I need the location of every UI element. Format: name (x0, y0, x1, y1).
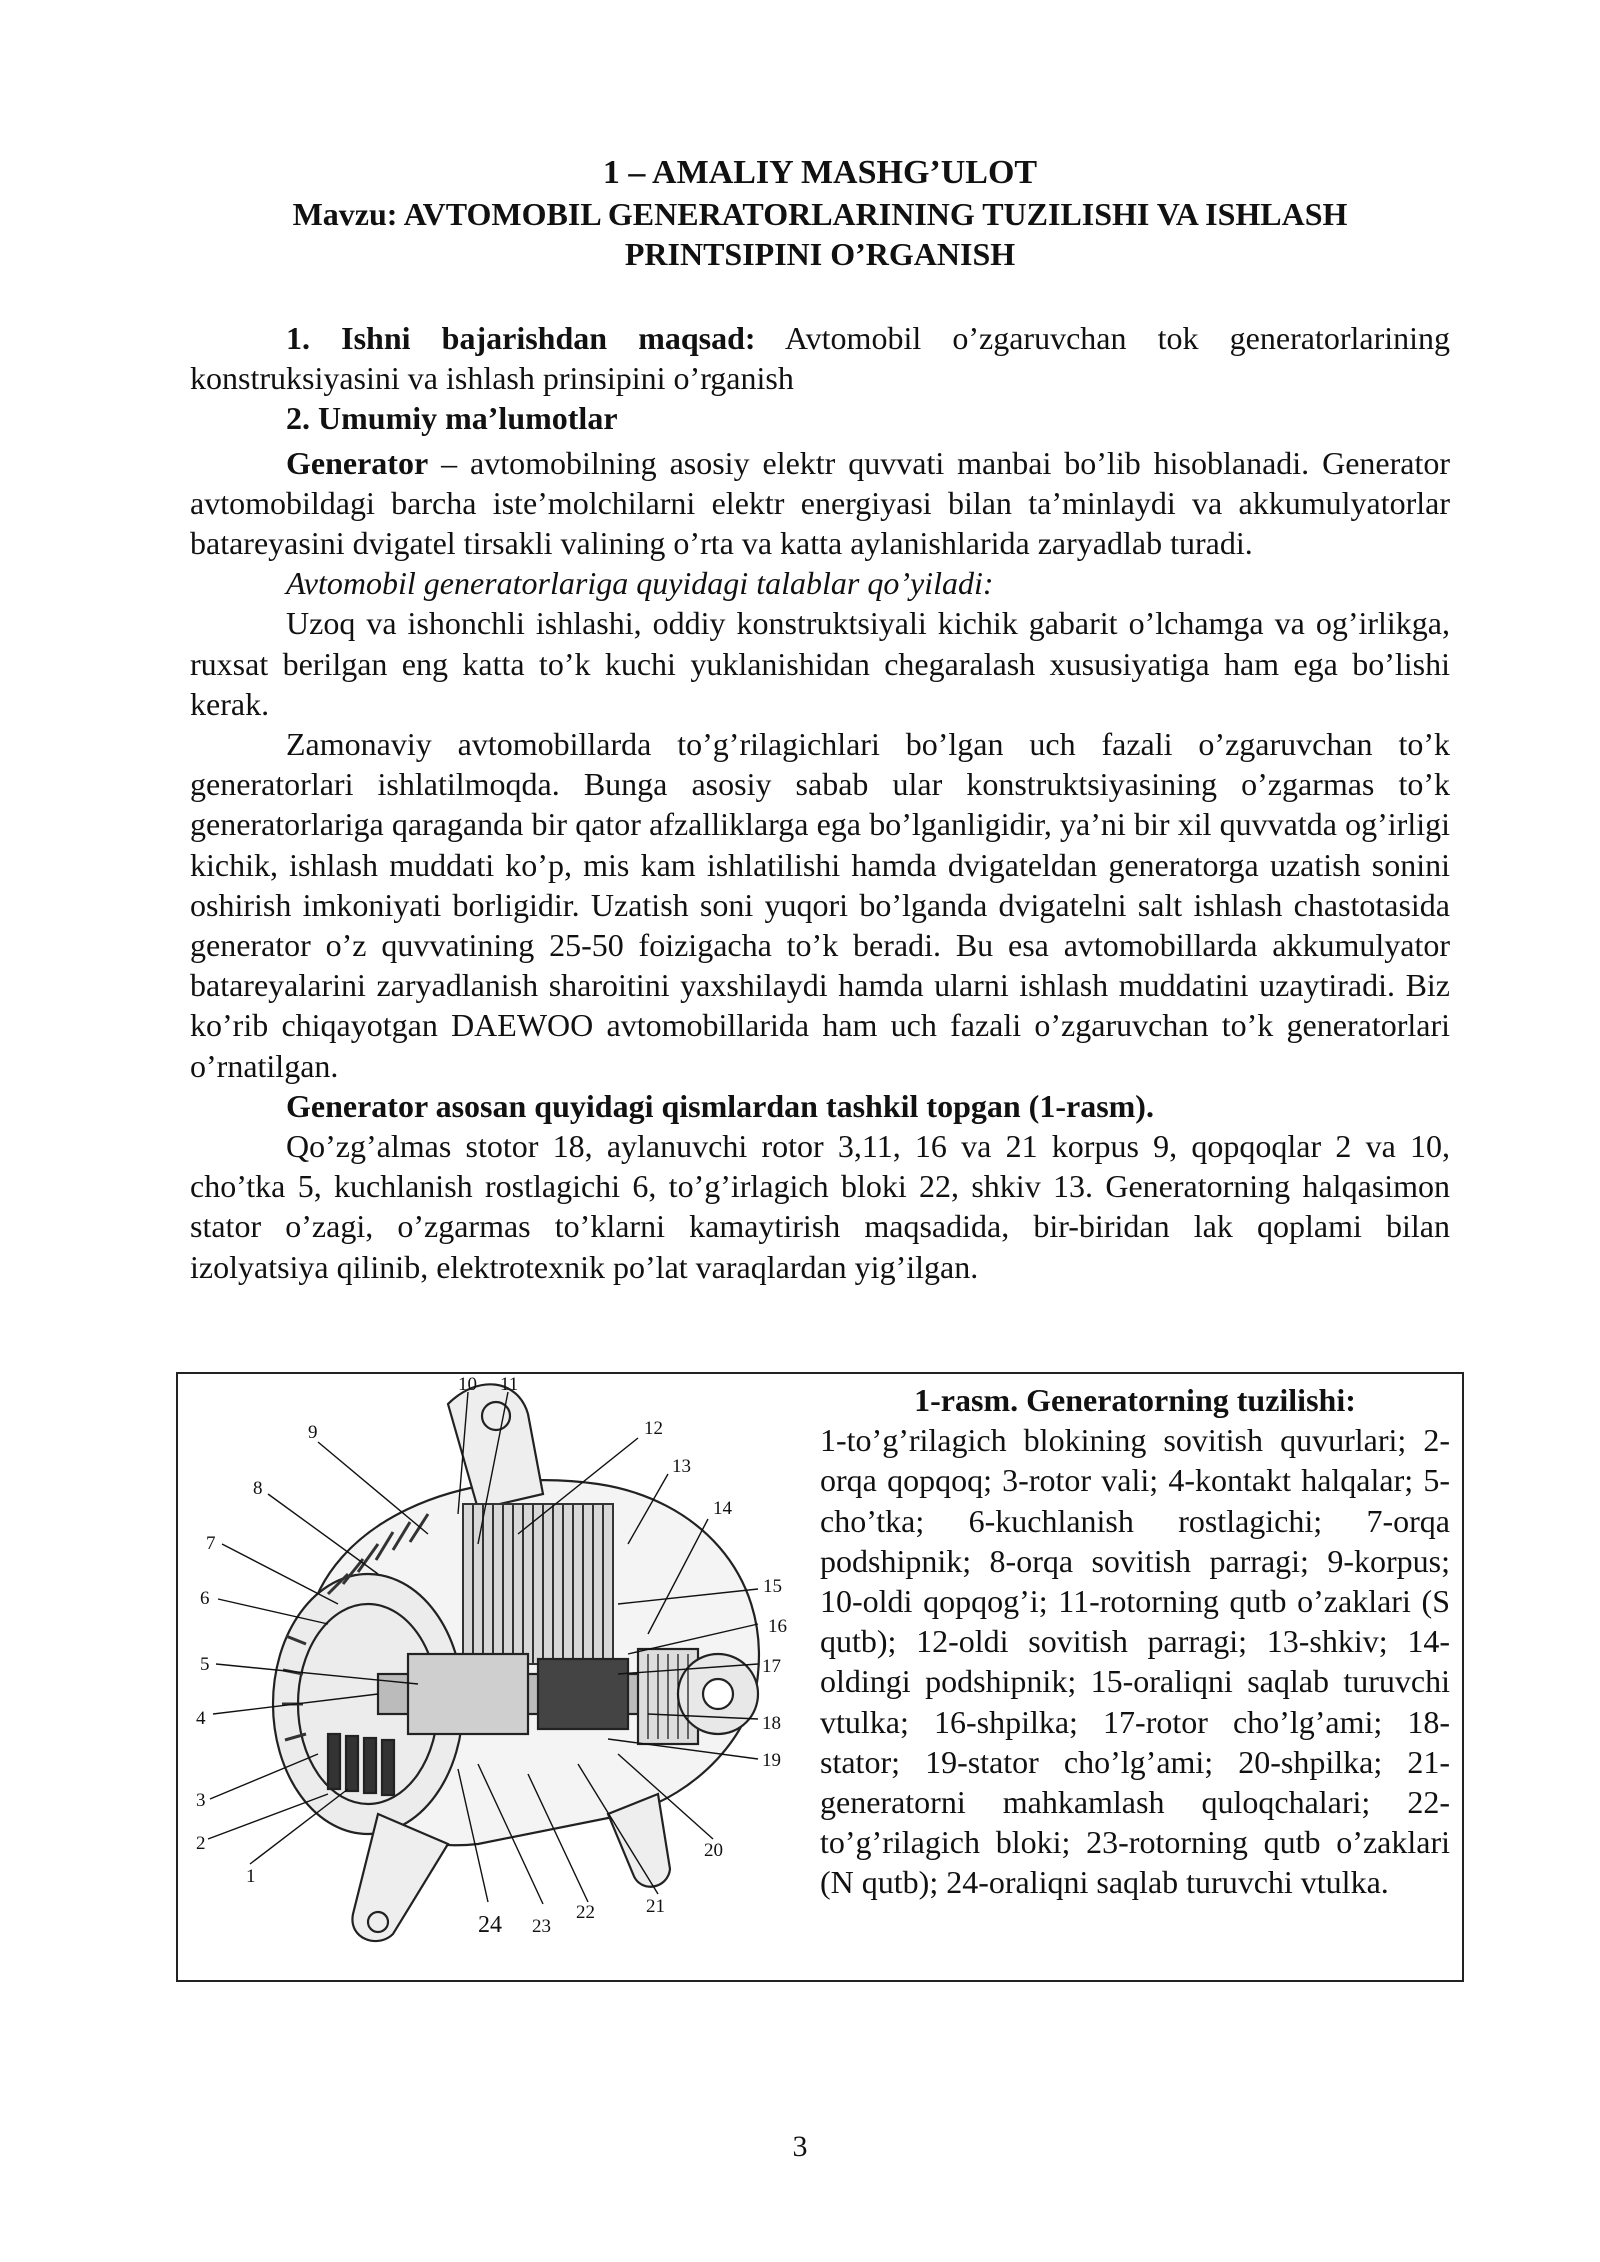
figure-caption (820, 1380, 1450, 1903)
figure-label-12: 12 (644, 1418, 663, 1439)
generator-text: – avtomobilning asosiy elektr quvvati manbai bo’lib hisoblanadi. Generator avtomobildagi barcha iste’molchilarni elektr energiyasi bilan ta’minlaydi va akkumulyatorlar batareyasini dvigatel tirsakli valining o’rta va katta aylanishlarida zaryadlab turadi. (190, 444, 1450, 562)
figure-label-15: 15 (763, 1576, 782, 1597)
figure-label-4: 4 (196, 1708, 206, 1729)
figure-caption-text: 1-to’g’rilagich blokining sovitish quvurlari; 2-orqa qopqoq; 3-rotor vali; 4-kontakt halqalar; 5-cho’tka; 6-kuchlanish rostlagichi; 7-orqa podshipnik; 8-orqa sovitish parragi; 9-korpus; 10-oldi qopqog’i; 11-rotorning qutb o’zaklari (S qutb); 12-oldi sovitish parragi; 13-shkiv; 14-oldingi podshipnik; 15-oraliqni saqlab turuvchi vtulka; 16-shpilka; 17-rotor cho’lg’ami; 18-stator; 19-stator cho’lg’ami; 20-shpilka; 21-generatorni mahkamlash quloqchalari; 22-to’g’rilagich bloki; 23-rotorning qutb o’zaklari (N qutb); 24-oraliqni saqlab turuvchi vtulka. (820, 1422, 1450, 1901)
figure-caption-title: 1-rasm. Generatorning tuzilishi: (914, 1382, 1356, 1418)
page-number: 3 (792, 2130, 808, 2163)
figure-label-1: 1 (246, 1866, 256, 1887)
page-title: 1 – AMALIY MASHG’ULOT (602, 154, 1038, 191)
figure-label-17: 17 (762, 1656, 781, 1677)
figure-label-16: 16 (768, 1616, 787, 1637)
parts-paragraph: Qo’zg’almas stotor 18, aylanuvchi rotor 3,11, 16 va 21 korpus 9, qopqoqlar 2 va 10, cho’tka 5, kuchlanish rostlagichi 6, to’g’irlagich bloki 22, shkiv 13. Generatorning halqasimon stator o’zagi, o’zgarmas to’klarni kamaytirish maqsadida, bir-biridan lak qoplami bilan izolyatsiya qilinib, elektrotexnik po’lat varaqlardan yig’ilgan. (190, 1128, 1450, 1285)
figure-label-3: 3 (196, 1790, 206, 1811)
figure-label-18: 18 (762, 1713, 781, 1734)
figure-label-8: 8 (253, 1478, 263, 1499)
page-subtitle: Mavzu: AVTOMOBIL GENERATORLARINING TUZILISHI VA ISHLASH PRINTSIPINI O’RGANISH (292, 196, 1348, 272)
figure-label-10: 10 (458, 1374, 477, 1395)
figure-label-24: 24 (478, 1912, 502, 1938)
requirements-heading: Avtomobil generatorlariga quyidagi talablar qo’yiladi: (286, 565, 994, 602)
generator-term: Generator (286, 444, 429, 481)
figure-box (176, 1372, 1464, 1982)
figure-label-22: 22 (576, 1902, 595, 1923)
generator-paragraph (190, 443, 1450, 564)
figure-label-2: 2 (196, 1833, 206, 1854)
purpose-label: 1. Ishni bajarishdan maqsad: (286, 320, 756, 356)
figure-label-21: 21 (646, 1896, 665, 1917)
figure-label-7: 7 (206, 1533, 216, 1554)
purpose-paragraph (190, 318, 1450, 398)
figure-label-20: 20 (704, 1840, 723, 1861)
generator-illustration (178, 1374, 814, 1980)
general-info-heading: 2. Umumiy ma’lumotlar (286, 400, 618, 437)
figure-label-19: 19 (762, 1750, 781, 1771)
generator-drawing (178, 1374, 814, 1980)
figure-label-6: 6 (200, 1588, 210, 1609)
figure-label-9: 9 (308, 1422, 318, 1443)
parts-heading: Generator asosan quyidagi qismlardan tashkil topgan (1-rasm). (286, 1087, 1154, 1124)
modern-paragraph: Zamonaviy avtomobillarda to’g’rilagichlari bo’lgan uch fazali o’zgaruvchan to’k generatorlari ishlatilmoqda. Bunga asosiy sabab ular konstruktsiyasining o’zgarmas to’k generatorlariga qaraganda bir qator afzalliklarga ega bo’lganligidir, ya’ni bir xil quvvatda og’irligi kichik, ishlash muddati ko’p, mis kam ishlatilishi hamda dvigateldan generatorga uzatish sonini oshirish imkoniyati borligidir. Uzatish soni yuqori bo’lganda dvigatelni salt ishlash chastotasida generator o’z quvvatining 25-50 foizigacha to’k beradi. Bu esa avtomobillarda akkumulyator batareyalarini zaryadlanish sharoitini yaxshilaydi hamda ularni ishlash muddatini uzaytiradi. Biz ko’rib chiqayotgan DAEWOO avtomobillarida ham uch fazali o’zgaruvchan to’k generatorlari o’rnatilgan. (190, 726, 1450, 1084)
document-body (190, 318, 1450, 1287)
figure-label-14: 14 (713, 1498, 732, 1519)
figure-label-13: 13 (672, 1456, 691, 1477)
title-block (190, 152, 1450, 274)
figure-label-11: 11 (500, 1374, 519, 1395)
requirements-paragraph: Uzoq va ishonchli ishlashi, oddiy konstruktsiyali kichik gabarit o’lchamga va og’irlikga, ruxsat berilgan eng katta to’k kuchi yuklanishidan chegaralash xususiyatiga ham ega bo’lishi kerak. (190, 605, 1450, 722)
figure-label-23: 23 (532, 1916, 551, 1937)
purpose-text: Avtomobil o’zgaruvchan tok generatorlarining konstruksiyasini va ishlash prinsipini o’rganish (190, 320, 1451, 397)
figure-label-5: 5 (200, 1654, 210, 1675)
